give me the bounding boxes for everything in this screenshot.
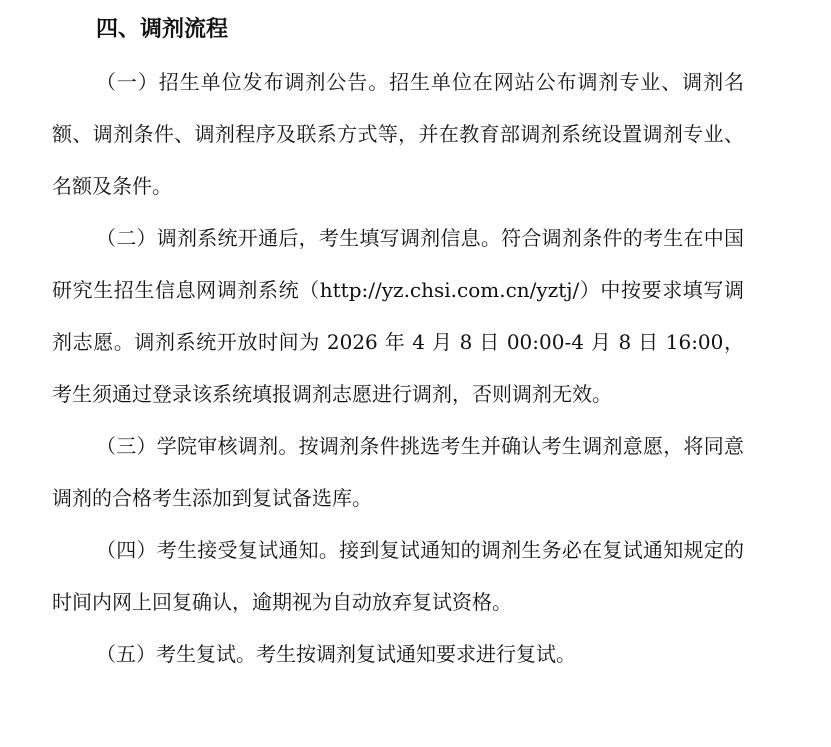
paragraph-step-5: （五）考生复试。考生按调剂复试通知要求进行复试。 <box>96 642 576 666</box>
paragraph-step-1: （一）招生单位发布调剂公告。招生单位在网站公布调剂专业、调剂名额、调剂条件、调剂程序及联系方式等，并在教育部调剂系统设置调剂专业、名额及条件。 <box>52 70 744 198</box>
paragraph-step-3: （三）学院审核调剂。按调剂条件挑选考生并确认考生调剂意愿，将同意调剂的合格考生添加到复试备选库。 <box>52 434 744 510</box>
paragraph-step-4: （四）考生接受复试通知。接到复试通知的调剂生务必在复试通知规定的时间内网上回复确认，逾期视为自动放弃复试资格。 <box>52 538 744 614</box>
section-heading: 四、调剂流程 <box>96 17 229 42</box>
paragraph-step-2: （二）调剂系统开通后，考生填写调剂信息。符合调剂条件的考生在中国研究生招生信息网调剂系统（http://yz.chsi.com.cn/yztj/）中按要求填写调剂志愿。调剂系统开放时间为 2026 年 4 月 8 日 00:00-4 月 8 日 16:00，考生须通过登录该系统填报调剂志愿进行调剂，否则调剂无效。 <box>52 226 744 406</box>
document-body <box>52 10 744 680</box>
